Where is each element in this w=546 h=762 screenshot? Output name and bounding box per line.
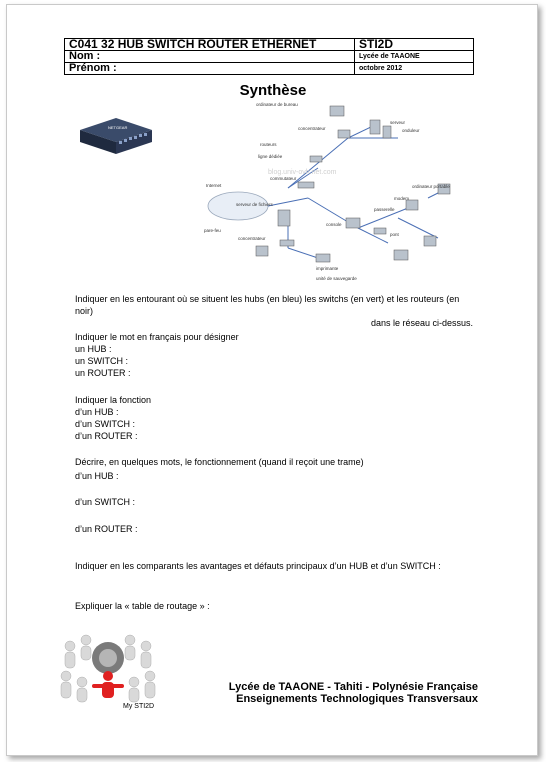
router-device xyxy=(338,130,350,138)
answer-label: d’un HUB : xyxy=(75,407,119,417)
pc-device xyxy=(424,236,436,246)
footer-school: Lycée de TAAONE - Tahiti - Polynésie Française xyxy=(228,681,478,693)
section-label: STI2D xyxy=(355,39,474,51)
figure-head xyxy=(61,671,71,681)
figure-head xyxy=(125,635,135,645)
prenom-field: Prénom : xyxy=(65,63,355,75)
pc-device xyxy=(406,200,418,210)
instruction-line: Indiquer en les entourant où se situent les hubs (en bleu) les switchs (en vert) et les routeurs (en noir) xyxy=(75,294,460,316)
figure-body xyxy=(77,688,87,702)
document-date: octobre 2012 xyxy=(355,63,474,75)
question-heading: Expliquer la « table de routage » : xyxy=(75,601,210,611)
header-table xyxy=(64,38,474,75)
switch-device xyxy=(298,182,314,188)
answer-label: un ROUTER : xyxy=(75,368,131,378)
diagram-label: serveur de fichiers xyxy=(236,202,273,207)
pc-device xyxy=(256,246,268,256)
diagram-label: commutateur xyxy=(270,176,297,181)
question-heading: Indiquer le mot en français pour désigner xyxy=(75,332,239,342)
answer-label: d’un SWITCH : xyxy=(75,497,136,507)
question-heading: Décrire, en quelques mots, le fonctionnement (quand il reçoit une trame) xyxy=(75,457,364,467)
figure-head xyxy=(81,635,91,645)
diagram-label: ligne dédiée xyxy=(258,154,283,159)
diagram-label: modem xyxy=(394,196,410,201)
diagram-label: concentrateur xyxy=(298,126,326,131)
diagram-label: concentrateur xyxy=(238,236,266,241)
pc-device xyxy=(330,106,344,116)
nom-field: Nom : xyxy=(65,51,355,63)
school-name: Lycée de TAAONE xyxy=(355,51,474,63)
figure-head xyxy=(65,641,75,651)
question-block-translate xyxy=(75,331,239,379)
logo-text: My STI2D xyxy=(123,703,155,710)
hub-device xyxy=(280,240,294,246)
diagram-label: ordinateur de bureau xyxy=(256,102,298,107)
figure-head xyxy=(145,671,155,681)
figure-body xyxy=(65,652,75,668)
figure-head xyxy=(129,677,139,687)
answer-label: un SWITCH : xyxy=(75,356,129,366)
figure-body xyxy=(61,682,71,698)
logo-disc-inner xyxy=(99,649,117,667)
diagram-label: passerelle xyxy=(374,207,395,212)
diagram-label: pont xyxy=(390,232,399,237)
answer-label: d’un SWITCH : xyxy=(75,419,136,429)
figure-body xyxy=(81,646,91,660)
server-device xyxy=(370,120,380,134)
network-diagram xyxy=(198,98,474,290)
answer-label: un HUB : xyxy=(75,344,112,354)
diagram-watermark: blog.univ-ovh.net.com xyxy=(268,169,337,176)
question-heading: Indiquer la fonction xyxy=(75,395,152,405)
printer-device xyxy=(316,254,330,262)
console-device xyxy=(346,218,360,228)
instruction-line: dans le réseau ci-dessus. xyxy=(370,318,473,328)
figure-body xyxy=(125,646,135,660)
diagram-label: Internet xyxy=(206,183,222,188)
bridge-device xyxy=(374,228,386,234)
question-block-function xyxy=(75,394,151,442)
diagram-label: console xyxy=(326,222,342,227)
course-title: C041 32 HUB SWITCH ROUTER ETHERNET xyxy=(65,39,355,51)
instruction-para1 xyxy=(75,293,473,329)
answer-label: d’un ROUTER : xyxy=(75,524,138,534)
diagram-label: routeurs xyxy=(260,142,277,147)
diagram-label: unité de sauvegarde xyxy=(316,276,357,281)
pc-device xyxy=(394,250,408,260)
figure-body xyxy=(129,688,139,702)
my-sti2d-logo xyxy=(52,626,164,714)
answer-label: d’un ROUTER : xyxy=(75,431,138,441)
diagram-label: imprimante xyxy=(316,266,339,271)
figure-head xyxy=(77,677,87,687)
answer-label: d’un HUB : xyxy=(75,471,119,481)
figure-head xyxy=(141,641,151,651)
page-title: Synthèse xyxy=(239,82,307,99)
figure-body xyxy=(145,682,155,698)
diagram-label: serveur xyxy=(390,120,406,125)
network-switch-image xyxy=(76,116,156,156)
svg-text:NETGEAR: NETGEAR xyxy=(108,125,128,130)
figure-body xyxy=(141,652,151,668)
question-heading: Indiquer en les comparants les avantages et défauts principaux d’un HUB et d’un SWITCH : xyxy=(75,561,441,571)
figure-head xyxy=(103,671,113,681)
file-server xyxy=(278,210,290,226)
figure-arm xyxy=(92,684,124,688)
router-device xyxy=(310,156,322,162)
footer-program: Enseignements Technologiques Transversaux xyxy=(236,693,478,705)
diagram-label: pare-feu xyxy=(204,228,221,233)
diagram-label: onduleur xyxy=(402,128,420,133)
server-device xyxy=(383,126,391,138)
diagram-label: ordinateur portable xyxy=(412,184,450,189)
